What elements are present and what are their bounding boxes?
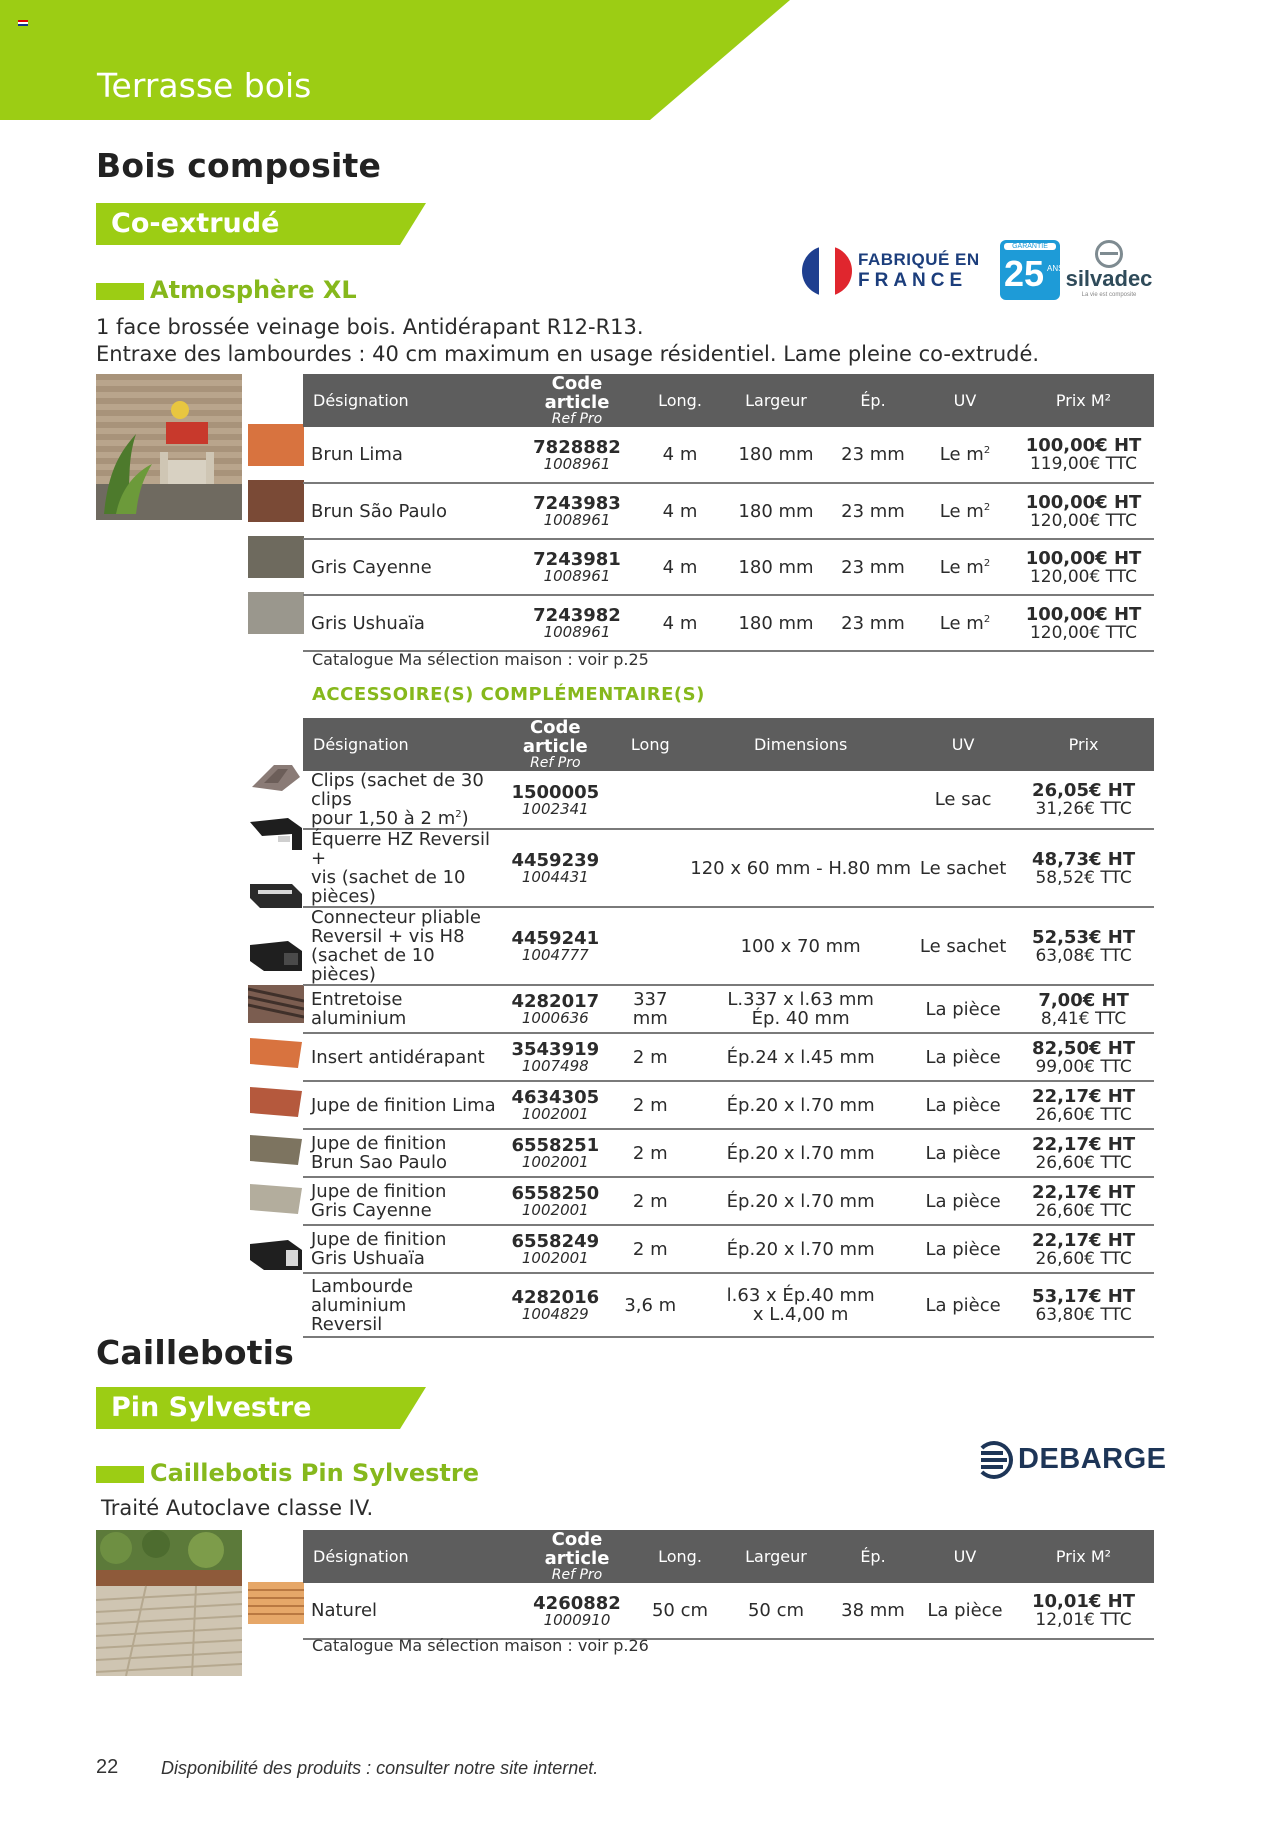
accessories-title: ACCESSOIRE(S) COMPLÉMENTAIRE(S) [312,684,705,705]
product-photo-atmosphere-xl [96,374,242,520]
silvadec-globe-icon [1095,240,1123,268]
col-largeur: Largeur [723,374,829,427]
connector-icon [248,878,304,916]
swatch-brun-sao-paulo [248,480,304,522]
table-row: Jupe de finition Gris Ushuaïa 6558249 1002001 2 m Ép.20 x l.70 mm La pièce 22,17€ HT 26,60€ TTC [303,1225,1154,1273]
table-row: Équerre HZ Reversil + vis (sachet de 10 pièces) 4459239 1004431 120 x 60 mm - H.80 mm Le sachet 48,73€ HT 58,52€ TTC [303,829,1154,907]
page-header-title: Terrasse bois [97,66,312,105]
table-row: Jupe de finition Gris Cayenne 6558250 1002001 2 m Ép.20 x l.70 mm La pièce 22,17€ HT 26,60€ TTC [303,1177,1154,1225]
skirting-cayenne-icon [248,1131,304,1169]
product-line-title: Caillebotis Pin Sylvestre [150,1459,479,1487]
language-flag-icon[interactable] [18,20,28,26]
catalogue-note-1: Catalogue Ma sélection maison : voir p.25 [312,650,649,669]
page-number: 22 [96,1756,119,1778]
accessories-table [303,718,1154,1338]
table-row: Jupe de finition Lima 4634305 1002001 2 m Ép.20 x l.70 mm La pièce 22,17€ HT 26,60€ TTC [303,1081,1154,1129]
table-row: Lambourde aluminium Reversil 4282016 1004829 3,6 m l.63 x Ép.40 mm x L.4,00 m La pièce 53,17€ HT 63,80€ TTC [303,1273,1154,1337]
spacer-icon [248,937,304,975]
swatch-gris-cayenne [248,536,304,578]
swatch-naturel [248,1582,304,1624]
debarge-logo: DEBARGE [975,1441,1155,1483]
product-table-atmosphere-xl [303,374,1154,652]
product-description-line-1: 1 face brossée veinage bois. Antidérapant R12-R13. [96,315,644,339]
joist-icon [248,1236,304,1274]
subtitle-marker [96,1466,144,1483]
table-row: Clips (sachet de 30 clips pour 1,50 à 2 $m^2$) 1500005 1002341 Le sac 26,05€ HT 31,26€ TTC [303,771,1154,829]
skirting-brun-icon [248,1083,304,1121]
subtitle-marker [96,283,144,300]
category-tab-co-extrude [96,203,426,245]
fabrique-en-france-logo: FABRIQUÉ EN FRANCE [802,240,992,302]
col-ep: Ép. [829,374,917,427]
table-row: Connecteur pliable Reversil + vis H8 (sachet de 10 pièces) 4459241 1004777 100 x 70 mm Le sachet 52,53€ HT 63,08€ TTC [303,907,1154,985]
product-line-title: Atmosphère XL [150,276,357,304]
skirting-lima-icon [248,1034,304,1072]
product-description: Traité Autoclave classe IV. [101,1496,374,1520]
table-header-row: Désignation Code article Ref Pro Long Dimensions UV Prix [303,718,1154,771]
table-row: Naturel 4260882 1000910 50 cm 50 cm 38 mm La pièce 10,01€ HT 12,01€ TTC [303,1583,1154,1639]
table-row: Insert antidérapant 3543919 1007498 2 m Ép.24 x l.45 mm La pièce 82,50€ HT 99,00€ TTC [303,1033,1154,1081]
table-row: Brun São Paulo 7243983 1008961 4 m 180 mm 23 mm Le $m^2$ 100,00€ HT 120,00€ TTC [303,483,1154,539]
table-row: Jupe de finition Brun Sao Paulo 6558251 1002001 2 m Ép.20 x l.70 mm La pièce 22,17€ HT 26,60€ TTC [303,1129,1154,1177]
catalogue-note-2: Catalogue Ma sélection maison : voir p.26 [312,1636,649,1655]
table-row: Brun Lima 7828882 1008961 4 m 180 mm 23 mm Le $m^2$ 100,00€ HT 119,00€ TTC [303,427,1154,483]
col-designation: Désignation [303,374,517,427]
section-title-caillebotis: Caillebotis [96,1333,295,1372]
table-row: Entretoise aluminium 4282017 1000636 337 mm L.337 x l.63 mm Ép. 40 mm La pièce 7,00€ HT 8,41€ TTC [303,985,1154,1033]
col-long: Long. [637,374,723,427]
col-prix: Prix M² [1013,374,1154,427]
product-description-line-2: Entraxe des lambourdes : 40 cm maximum en usage résidentiel. Lame pleine co-extrudé. [96,342,1040,366]
clip-icon [248,757,304,795]
table-header-row [303,374,1154,427]
category-tab-label: Co-extrudé [111,208,280,239]
footer-availability-note: Disponibilité des produits : consulter notre site internet. [161,1758,599,1778]
insert-icon [248,985,304,1023]
swatch-brun-lima [248,424,304,466]
swatch-gris-ushuaia [248,592,304,634]
skirting-ushuaia-icon [248,1180,304,1218]
table-row: Gris Ushuaïa 7243982 1008961 4 m 180 mm 23 mm Le $m^2$ 100,00€ HT 120,00€ TTC [303,595,1154,651]
product-photo-caillebotis [96,1530,242,1676]
col-code-article: Code article Ref Pro [517,374,637,427]
col-uv: UV [917,374,1013,427]
silvadec-logo: silvadec La vie est composite [1063,240,1155,302]
category-tab-label: Pin Sylvestre [111,1392,312,1423]
table-row: Gris Cayenne 7243981 1008961 4 m 180 mm 23 mm Le $m^2$ 100,00€ HT 120,00€ TTC [303,539,1154,595]
bracket-icon [248,816,304,854]
section-title-bois-composite: Bois composite [96,146,382,185]
guarantee-25-years-badge: GARANTIE 25 ANS [1000,240,1060,300]
category-tab-pin-sylvestre [96,1387,426,1429]
france-flag-icon [802,246,852,296]
product-table-caillebotis [303,1530,1154,1640]
table-header-row: Désignation Code article Ref Pro Long. Largeur Ép. UV Prix M² [303,1530,1154,1583]
